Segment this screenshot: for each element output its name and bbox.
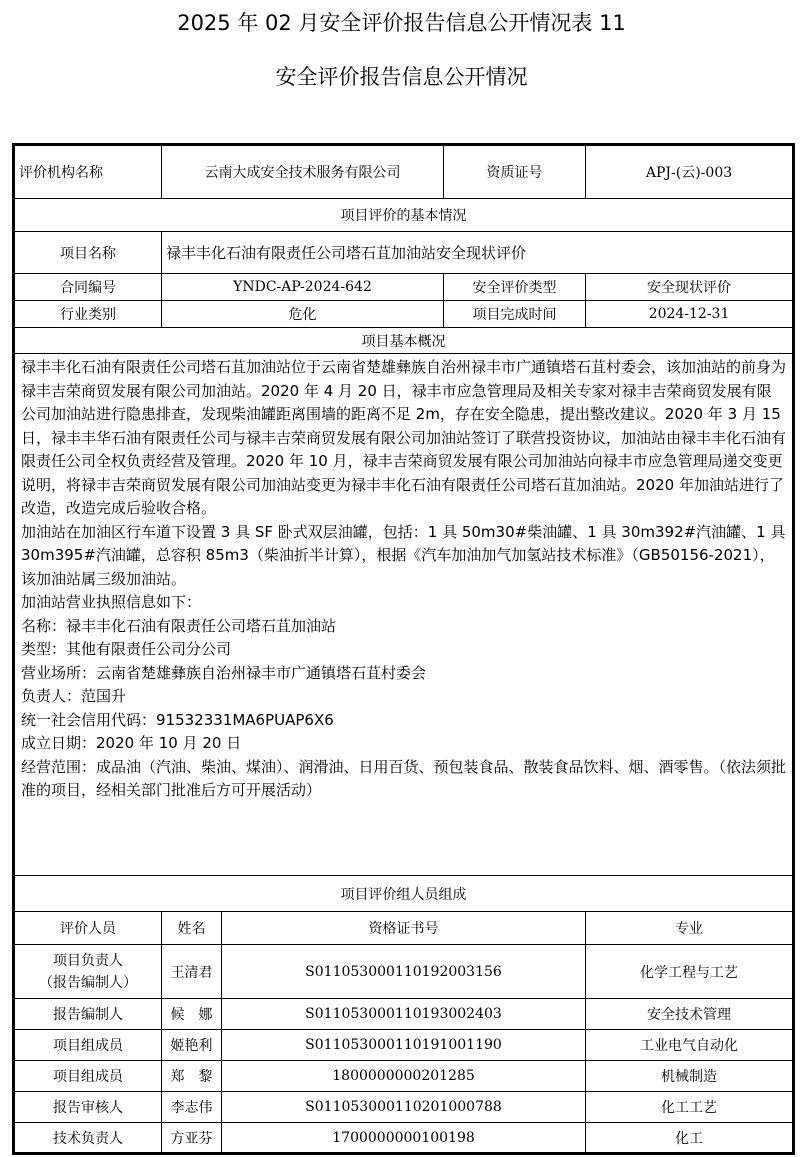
org-name: 云南大成安全技术服务有限公司: [162, 145, 444, 199]
team-row: [14, 1030, 794, 1061]
basic-section-row: [14, 199, 794, 232]
team-major: 化工工艺: [586, 1092, 794, 1123]
team-row: [14, 999, 794, 1030]
overview-section-title: 项目基本概况: [14, 328, 794, 354]
team-major: 机械制造: [586, 1061, 794, 1092]
overview-paragraph: 加油站营业执照信息如下：: [21, 593, 202, 611]
team-cert: 1700000000100198: [222, 1123, 586, 1154]
basic-section-title: 项目评价的基本情况: [14, 199, 794, 232]
org-row: [14, 145, 794, 199]
contract-row: [14, 274, 794, 301]
report-sub-title: 安全评价报告信息公开情况: [275, 65, 528, 89]
report-main-title: 2025 年 02 月安全评价报告信息公开情况表 11: [177, 11, 626, 35]
industry: 危化: [162, 301, 444, 328]
overview-section-row: [14, 328, 794, 354]
team-role: 项目组成员: [14, 1061, 162, 1092]
team-major: 安全技术管理: [586, 999, 794, 1030]
overview-paragraph: 加油站在加油区行车道下设置 3 具 SF 卧式双层油罐，包括：1 具 50m30#柴油罐、1 具 30m392#汽油罐、1 具 30m395#汽油罐，总容积 85m3（柴油折半计算），根据《汽车加油加气加氢站技术标准》（GB50156-2021），该加油站属三级加油站。: [21, 522, 786, 588]
eval-type-label: 安全评价类型: [444, 274, 586, 301]
project-name-label: 项目名称: [14, 232, 162, 274]
team-row: [14, 1123, 794, 1154]
team-name: 姬艳利: [162, 1030, 222, 1061]
team-header-major: 专业: [586, 912, 794, 945]
team-cert: S011053000110201000788: [222, 1092, 586, 1123]
project-name-row: [14, 232, 794, 274]
overview-row: [14, 354, 794, 876]
team-row: [14, 945, 794, 999]
overview-paragraph: 成立日期：2020 年 10 月 20 日: [21, 734, 242, 752]
cert-no: APJ-(云)-003: [586, 145, 794, 199]
team-row: [14, 1092, 794, 1123]
team-name: 李志伟: [162, 1092, 222, 1123]
industry-row: [14, 301, 794, 328]
team-cert: S011053000110192003156: [222, 945, 586, 999]
team-section-row: [14, 876, 794, 912]
team-cert: S011053000110191001190: [222, 1030, 586, 1061]
team-role: 项目负责人 （报告编制人）: [14, 945, 162, 999]
team-major: 化工: [586, 1123, 794, 1154]
team-major: 化学工程与工艺: [586, 945, 794, 999]
industry-label: 行业类别: [14, 301, 162, 328]
overview-paragraph: 类型：其他有限责任公司分公司: [21, 640, 232, 658]
team-role: 报告编制人: [14, 999, 162, 1030]
team-header-cert: 资格证书号: [222, 912, 586, 945]
overview-paragraph: 禄丰丰化石油有限责任公司塔石苴加油站位于云南省楚雄彝族自治州禄丰市广通镇塔石苴村委会，该加油站的前身为禄丰吉荣商贸发展有限公司加油站。2020 年 4 月 20 日，禄丰市应急管理局及相关专家对禄丰吉荣商贸发展有限公司加油站进行隐患排查，发现柴油罐距离围墙的距离不足 2m，存在安全隐患，提出整改建议。2020 年 3 月 15 日，禄丰丰华石油有限责任公司与禄丰吉荣商贸发展有限公司加油站签订了联营投资协议，加油站由禄丰丰化石油有限责任公司全权负责经营及管理。2020 年 10 月，禄丰吉荣商贸发展有限公司加油站向禄丰市应急管理局递交变更说明，将禄丰吉荣商贸发展有限公司加油站变更为禄丰丰化石油有限责任公司塔石苴加油站。2020 年加油站进行了改造，改造完成后验收合格。: [21, 358, 787, 517]
team-name: 郑 黎: [162, 1061, 222, 1092]
complete-label: 项目完成时间: [444, 301, 586, 328]
team-role: 技术负责人: [14, 1123, 162, 1154]
team-role: 报告审核人: [14, 1092, 162, 1123]
team-row: [14, 1061, 794, 1092]
org-label: 评价机构名称: [14, 145, 162, 199]
disclosure-table: [12, 143, 795, 1155]
overview-text: [14, 354, 794, 876]
cert-label: 资质证号: [444, 145, 586, 199]
overview-paragraph: 负责人：范国升: [21, 687, 127, 705]
team-cert: 1800000000201285: [222, 1061, 586, 1092]
team-section-title: 项目评价组人员组成: [14, 876, 794, 912]
overview-paragraph: 营业场所：云南省楚雄彝族自治州禄丰市广通镇塔石苴村委会: [21, 663, 427, 682]
team-role: 项目组成员: [14, 1030, 162, 1061]
contract-label: 合同编号: [14, 274, 162, 301]
team-header-name: 姓名: [162, 912, 222, 945]
overview-paragraph: 经营范围：成品油（汽油、柴油、煤油）、润滑油、日用百货、预包装食品、散装食品饮料、烟、酒零售。（依法须批准的项目，经相关部门批准后方可开展活动）: [21, 757, 787, 799]
team-header-role: 评价人员: [14, 912, 162, 945]
team-name: 方亚芬: [162, 1123, 222, 1154]
project-name: 禄丰丰化石油有限责任公司塔石苴加油站安全现状评价: [162, 232, 794, 274]
team-name: 王清君: [162, 945, 222, 999]
eval-type: 安全现状评价: [586, 274, 794, 301]
team-name: 候 娜: [162, 999, 222, 1030]
contract-no: YNDC-AP-2024-642: [162, 274, 444, 301]
overview-paragraph: 统一社会信用代码：91532331MA6PUAP6X6: [21, 710, 334, 729]
team-cert: S011053000110193002403: [222, 999, 586, 1030]
team-header-row: [14, 912, 794, 945]
overview-paragraph: 名称：禄丰丰化石油有限责任公司塔石苴加油站: [21, 616, 337, 635]
complete-date: 2024-12-31: [586, 301, 794, 328]
team-major: 工业电气自动化: [586, 1030, 794, 1061]
